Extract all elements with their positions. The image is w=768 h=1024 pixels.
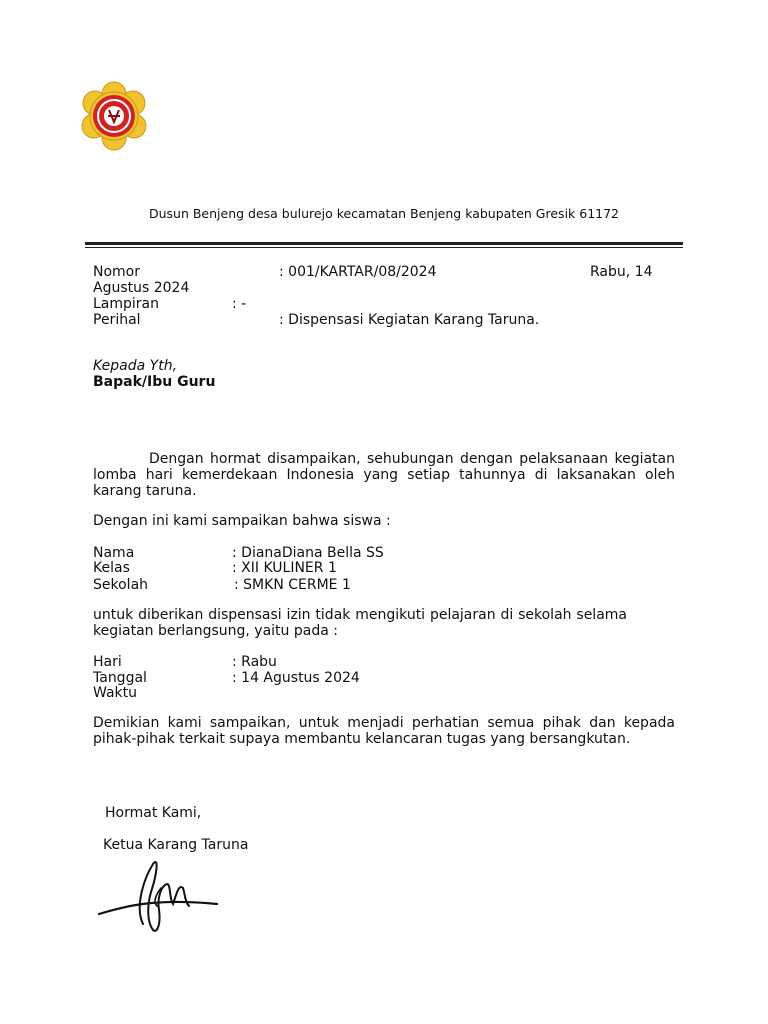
tanggal-value: : 14 Agustus 2024 (232, 670, 360, 686)
letterhead-divider-thick (85, 242, 683, 245)
signature-salutation: Hormat Kami, (105, 805, 202, 821)
sekolah-value: : SMKN CERME 1 (234, 577, 351, 593)
signature-title: Ketua Karang Taruna (103, 837, 249, 853)
waktu-label: Waktu (93, 685, 137, 701)
opening-paragraph: Dengan hormat disampaikan, sehubungan dengan pelaksanaan kegiatan lomba hari kemerdekaan Indonesia yang setiap tahunnya di laksanakan oleh karang taruna. (93, 451, 675, 499)
kelas-value: : XII KULINER 1 (232, 560, 337, 576)
letter-date: Rabu, 14 (590, 264, 653, 280)
nomor-value: : 001/KARTAR/08/2024 (279, 264, 437, 280)
hari-label: Hari (93, 654, 122, 670)
hari-value: : Rabu (232, 654, 277, 670)
tanggal-label: Tanggal (93, 670, 147, 686)
letterhead-divider-thin (85, 247, 683, 248)
nama-value: : DianaDiana Bella SS (232, 545, 384, 561)
intro-line: Dengan ini kami sampaikan bahwa siswa : (93, 513, 391, 529)
kelas-label: Kelas (93, 560, 130, 576)
nomor-label: Nomor (93, 264, 140, 280)
closing-paragraph: Demikian kami sampaikan, untuk menjadi perhatian semua pihak dan kepada pihak-pihak terkait supaya membantu kelancaran tugas yang bersangkutan. (93, 715, 675, 747)
lampiran-label: Lampiran (93, 296, 160, 312)
sekolah-label: Sekolah (93, 577, 149, 593)
recipient-greeting: Kepada Yth, (93, 358, 178, 374)
letterhead-address: Dusun Benjeng desa bulurejo kecamatan Benjeng kabupaten Gresik 61172 (148, 206, 620, 221)
perihal-value: : Dispensasi Kegiatan Karang Taruna. (279, 312, 540, 328)
perihal-label: Perihal (93, 312, 141, 328)
lampiran-value: : - (232, 296, 247, 312)
letter-date-continued: Agustus 2024 (93, 280, 190, 296)
recipient-name: Bapak/Ibu Guru (93, 374, 216, 390)
request-paragraph: untuk diberikan dispensasi izin tidak mengikuti pelajaran di sekolah selama kegiatan berlangsung, yaitu pada : (93, 607, 627, 639)
handwritten-signature (95, 858, 221, 934)
nama-label: Nama (93, 545, 135, 561)
organization-emblem-icon (78, 80, 150, 152)
